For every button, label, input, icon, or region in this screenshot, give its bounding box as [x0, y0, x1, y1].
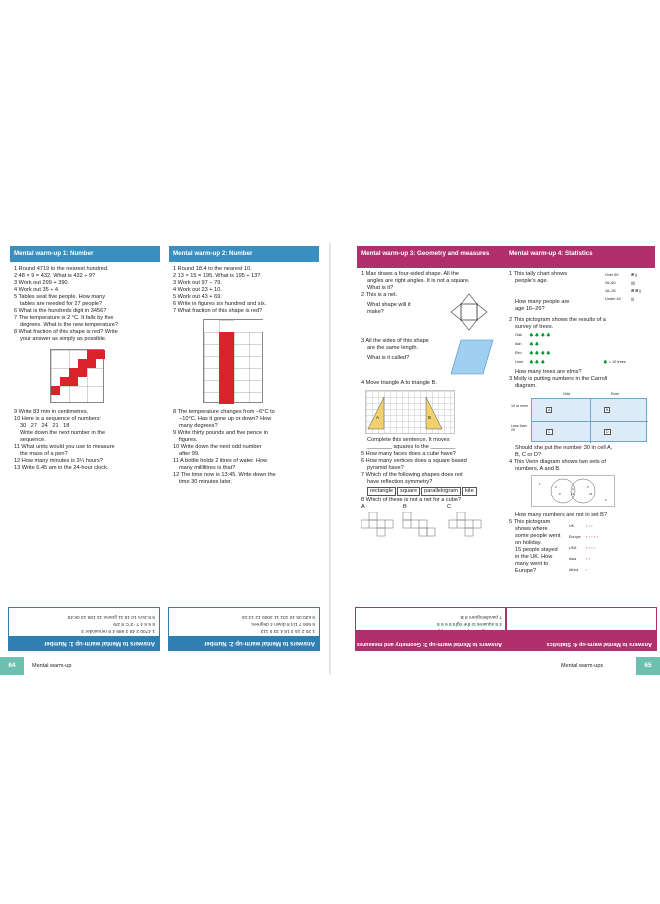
answer-line: 1 20 2 15 3 18 4 33 5 112 [260, 628, 315, 633]
option-rectangle: rectangle [367, 487, 396, 496]
svg-text:6: 6 [587, 485, 589, 489]
question-line: 1 Max draws a four-sided shape. All the [361, 271, 459, 277]
question-line: 7 Which of the following shapes does not [361, 472, 463, 478]
net-question [357, 292, 507, 334]
question-line: 5 Tables seat five people. How many [14, 294, 106, 300]
holiday-row-label: USA [569, 546, 577, 550]
holiday-row: Africa ♀ [569, 568, 588, 572]
question-line: 5 Work out 43 + 69. [173, 294, 222, 300]
question-line: 10 Write down the next odd number [173, 444, 262, 450]
answers-1-box [8, 607, 160, 651]
tree-icons: 🌲🌲🌲🌲 [529, 333, 552, 337]
warmup-3-column [357, 246, 507, 606]
question-line: some people went [515, 533, 561, 539]
carroll-col-label: Odd [563, 392, 570, 396]
net-label-b: B [403, 504, 407, 510]
question-line: diagram. [515, 383, 537, 389]
tree-icons: 🌲🌲🌲 [529, 360, 547, 364]
rhombus-question [357, 338, 507, 376]
question-line: Should she put the number 30 in cell A, [515, 445, 613, 451]
svg-text:2: 2 [555, 485, 557, 489]
question-line: 8 Which of these is not a net for a cube? [361, 497, 462, 503]
answers-3-title: Answers to Mental warm-up 3: Geometry and measures [356, 630, 506, 650]
warmup-2-title: Mental warm-up 2: Number [169, 246, 319, 262]
tally-row-label: Over 60 [605, 273, 619, 277]
triangle-a-label: A [376, 415, 380, 420]
answers-1-title: Answers to Mental warm-up 1: Number [9, 636, 159, 650]
question-line: 3 Work out 299 + 390. [14, 280, 70, 286]
page-number: 65 [636, 657, 660, 675]
tally-row-label: 16–26 [605, 289, 616, 293]
answer-line: 9 8.3cm 10 15 11 grams 12 195 13 06:45 [67, 614, 155, 619]
question-line: figures. [179, 437, 198, 443]
answers-4-box [505, 607, 657, 651]
question-line: 4 This Venn diagram shows two sets of [509, 459, 606, 465]
cube-nets-diagram [361, 512, 501, 538]
question-line: 8 What fraction of this shape is red? Write [14, 329, 118, 335]
triangle-b [426, 397, 442, 429]
carroll-cell-d: D [606, 430, 609, 434]
tree-pictogram [515, 331, 655, 369]
question-line: 3 Molly is putting numbers in the Carroll [509, 376, 608, 382]
option-kite: kite [462, 487, 477, 496]
question-line: 2 This pictogram shows the results of a [509, 317, 606, 323]
right-page [331, 243, 660, 675]
net-options-labels [357, 504, 507, 512]
triangle-a [368, 397, 384, 429]
question-line: 1 This tally chart shows [509, 271, 568, 277]
warmup-2-column [169, 246, 319, 606]
answers-2-title: Answers to Mental warm-up 2: Number [169, 636, 319, 650]
tree-icons: 🌲🌲 [529, 342, 541, 346]
question-line: Write down the next number in the [20, 430, 106, 436]
question-line: 10 Here is a sequence of numbers: [14, 416, 102, 422]
question-line: many went to [515, 561, 549, 567]
answer-line: 9 £30.05 10 101 11 2000 12 14:15 [242, 614, 315, 619]
question-line: Europe? [515, 568, 537, 574]
question-line: 3 Work out 97 − 79. [173, 280, 222, 286]
carroll-cell-c: C [548, 430, 551, 434]
warmup-4-column [505, 246, 655, 606]
translation-grid [365, 390, 455, 434]
tree-row-label: Elm [515, 351, 522, 355]
question-line: many millilitres is that? [179, 465, 236, 471]
answer-line: 5 6 6 4 7 -3°C 8 2/9 [113, 621, 155, 626]
carroll-diagram [511, 392, 649, 442]
question-line: 15 people stayed [515, 547, 558, 553]
question-line: on holiday. [515, 540, 542, 546]
answers-2-lines [169, 608, 319, 636]
pyramid-net-diagram [449, 292, 489, 332]
question-line: What is it? [367, 285, 394, 291]
holiday-row-label: Europe [569, 535, 581, 539]
holiday-row-label: UK [569, 524, 574, 528]
tally-row: 26–60 |||| [605, 281, 635, 285]
question-line: 12 The time now is 13:45. Write down the [173, 472, 276, 478]
red-fraction-grid [50, 349, 104, 403]
shape-options [357, 487, 507, 496]
carroll-row-label: 10 or more [511, 404, 529, 408]
tally-row: Under 16 ||| [605, 297, 634, 301]
carroll-col-label: Even [611, 392, 620, 396]
question-line: 2 48 × 9 = 432. What is 432 ÷ 9? [14, 273, 96, 279]
holiday-row: USA ♀♀♀♀ [569, 546, 596, 550]
question-line: shows where [515, 526, 548, 532]
carroll-row-label: Less than 20 [511, 424, 527, 432]
question-line: 8 The temperature changes from −6°C to [173, 409, 275, 415]
holiday-row-label: Asia [569, 557, 576, 561]
question-line: tables are needed for 27 people? [20, 301, 103, 307]
question-line: 5 How many faces does a cube have? [361, 451, 456, 457]
answer-line: 1 4700 2 48 3 689 4 8 remainder 3 [81, 628, 155, 633]
holiday-question [505, 519, 655, 581]
answers-4-title: Answers to Mental warm-up 4: Statistics [506, 630, 656, 650]
tally-row: 16–26 𝍸 𝍸 || [605, 289, 642, 293]
tally-row-label: Under 16 [605, 297, 621, 301]
left-footer [0, 657, 329, 675]
tally-row: Over 60 𝍸 || [605, 273, 638, 277]
left-page [0, 243, 329, 675]
holiday-row-label: Africa [569, 568, 579, 572]
running-footer: Mental warm-up [32, 663, 72, 669]
red-column-grid [203, 319, 263, 403]
carroll-grid [531, 398, 647, 442]
svg-text:18: 18 [589, 492, 593, 496]
question-line: many degrees? [179, 423, 218, 429]
tally-row-label: 26–60 [605, 281, 616, 285]
question-line: 6 Write in figures six hundred and six. [173, 301, 267, 307]
net-label-a: A [361, 504, 365, 510]
book-spread [0, 243, 660, 675]
tree-row [515, 358, 655, 367]
question-line: How many numbers are not in set B? [515, 512, 608, 518]
question-line: What is it called? [367, 355, 410, 361]
question-line: B, C or D? [515, 452, 542, 458]
question-line: make? [367, 309, 384, 315]
question-line: have reflection symmetry? [367, 479, 433, 485]
question-line: 2 13 × 15 = 195. What is 195 ÷ 13? [173, 273, 261, 279]
tree-row [515, 349, 655, 358]
question-line: age 16–26? [515, 306, 545, 312]
question-line: 2 This is a net. [361, 292, 398, 298]
question-line: degrees. What is the new temperature? [20, 322, 118, 328]
question-line: 9 Write 83 mm in centimetres. [14, 409, 89, 415]
carroll-cell-a: A [548, 408, 551, 412]
question-line: 12 How many minutes is 3¼ hours? [14, 458, 103, 464]
question-line: ________ squares to the ________ [367, 444, 456, 450]
net-label-c: C [447, 504, 452, 510]
tree-icons: 🌲🌲🌲🌲 [529, 351, 552, 355]
question-line: 6 How many vertices does a square based [361, 458, 467, 464]
answer-line: 4 5 squares to the right 5 6 6 5 [436, 621, 502, 626]
question-line: How many trees are elms? [515, 369, 582, 375]
question-line: pyramid have? [367, 465, 404, 471]
question-line: 1 Round 18.4 to the nearest 10. [173, 266, 252, 272]
answers-2-box [168, 607, 320, 651]
question-line: 7 What fraction of this shape is red? [173, 308, 263, 314]
holiday-row: Europe ♀♀♀♀♀ [569, 535, 599, 539]
holiday-pictogram [569, 521, 639, 576]
svg-text:1: 1 [539, 482, 541, 486]
question-line: 9 Write thirty pounds and five pence in [173, 430, 269, 436]
right-footer [331, 657, 660, 675]
question-line: the mass of a pen? [20, 451, 68, 457]
page-number: 64 [0, 657, 24, 675]
warmup-4-title: Mental warm-up 4: Statistics [505, 246, 655, 268]
question-line: after 99. [179, 451, 200, 457]
question-line: your answer as simply as possible. [20, 336, 107, 342]
question-line: in the UK. How [515, 554, 553, 560]
tally-chart [605, 271, 651, 303]
question-line: 3 All the sides of this shape [361, 338, 429, 344]
question-line: Complete this sentence. It moves [367, 437, 450, 443]
svg-text:12: 12 [571, 492, 575, 496]
holiday-row: Asia ♀♀ [569, 557, 591, 561]
question-line: −10°C. Has it gone up or down? How [179, 416, 272, 422]
option-parallelogram: parallelogram [421, 487, 461, 496]
tree-row-label: Oak [515, 333, 522, 337]
venn-diagram [531, 475, 615, 507]
tree-key-label: = 10 trees [608, 360, 626, 364]
question-line: people's age. [515, 278, 549, 284]
svg-text:4: 4 [572, 487, 574, 491]
question-line: 4 Move triangle A to triangle B. [361, 380, 437, 386]
question-line: are the same length. [367, 345, 418, 351]
question-line: 6 What is the hundreds digit in 3456? [14, 308, 107, 314]
question-line: 11 What units would you use to measure [14, 444, 115, 450]
holiday-row: UK ♀♀♀ [569, 524, 594, 528]
question-line: What shape will it [367, 302, 411, 308]
svg-text:5: 5 [605, 498, 607, 502]
question-line: 4 Work out 35 ÷ 4. [14, 287, 60, 293]
question-line: 5 This pictogram [509, 519, 551, 525]
tree-row [515, 331, 655, 340]
answers-3-box [355, 607, 507, 651]
carroll-cell-b: B [606, 408, 609, 412]
warmup-1-title: Mental warm-up 1: Number [10, 246, 160, 262]
question-line: 1 Round 4719 to the nearest hundred. [14, 266, 109, 272]
warmup-1-column [10, 246, 160, 606]
question-line: 13 Write 6.45 am in the 24-hour clock. [14, 465, 109, 471]
question-line: 4 Work out 23 + 10. [173, 287, 222, 293]
answer-line: 7 parallelogram 8 B [460, 614, 502, 619]
question-line: How many people are [515, 299, 570, 305]
sequence-numbers: 30 27 24 21 18 [20, 423, 70, 429]
question-line: survey of trees. [515, 324, 554, 330]
answers-1-lines [9, 608, 159, 636]
svg-text:8: 8 [559, 492, 561, 496]
question-line: numbers, A and B. [515, 466, 561, 472]
question-line: 11 A bottle holds 2 litres of water. How [173, 458, 268, 464]
running-footer: Mental warm-ups [561, 663, 604, 669]
tree-row [515, 340, 655, 349]
option-square: square [397, 487, 420, 496]
question-line: angles are right angles. It is not a square. [367, 278, 470, 284]
question-line: time 30 minutes later. [179, 479, 233, 485]
tally-question [505, 271, 655, 317]
tree-key: 🌲 = 10 trees [603, 360, 626, 364]
question-line: sequence. [20, 437, 46, 443]
tree-row-label: Ash [515, 342, 522, 346]
answer-line: 6 606 7 1/4 8 down 4 degrees [251, 621, 315, 626]
triangle-b-label: B [428, 415, 432, 420]
question-line: 7 The temperature is 2 °C. It falls by five [14, 315, 114, 321]
warmup-3-title: Mental warm-up 3: Geometry and measures [357, 246, 507, 268]
rhombus-shape [449, 338, 495, 376]
tree-row-label: Lime [515, 360, 524, 364]
